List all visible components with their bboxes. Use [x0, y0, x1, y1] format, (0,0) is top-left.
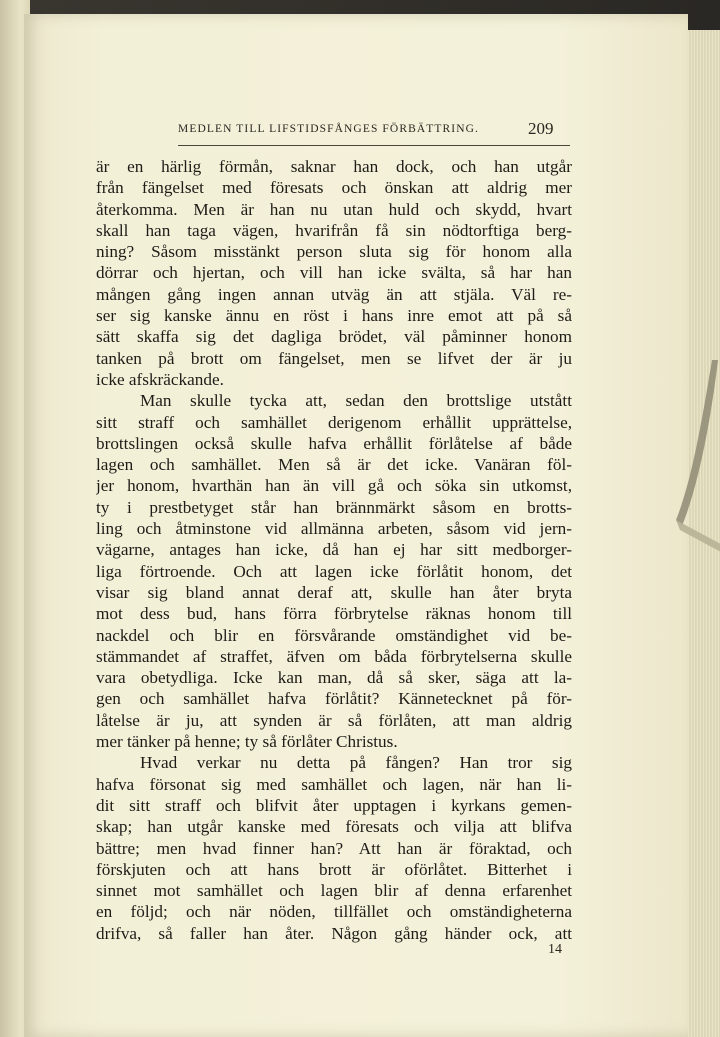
text-line: mången gång ingen annan utväg än att stjäla. Väl re- — [96, 284, 572, 304]
signature-mark: 14 — [548, 942, 562, 957]
text-line: mer tänker på henne; ty så förlåter Christus. — [96, 732, 398, 752]
text-line: liga förtroende. Och att lagen icke förlåtit honom, det — [96, 561, 572, 581]
text-line: skap; han utgår kanske med föresats och vilja att blifva — [96, 817, 572, 837]
running-head: MEDLEN TILL LIFSTIDSFÅNGES FÖRBÄTTRING. — [178, 123, 480, 135]
page-header — [100, 118, 570, 148]
body-text — [96, 156, 572, 944]
text-line: nackdel och blir en försvårande omständighet vid be- — [96, 625, 572, 645]
text-line: gen och samhället hafva förlåtit? Kännetecknet på för- — [96, 689, 572, 709]
text-line: är en härlig förmån, saknar han dock, och han utgår — [96, 157, 572, 176]
paragraph-2 — [96, 390, 572, 752]
text-line: bättre; men hvad finner han? Att han är föraktad, och — [96, 838, 572, 858]
text-line: dit sitt straff och blifvit åter upptagen i kyrkans gemen- — [96, 795, 572, 815]
header-rule — [178, 145, 570, 146]
text-line: jer honom, hvarthän han än vill gå och söka sin utkomst, — [96, 476, 572, 496]
page-number: 209 — [528, 119, 554, 138]
text-line: ser sig kanske ännu en röst i hans inre emot att på så — [96, 306, 572, 326]
text-line: från fängelset med föresats och önskan att aldrig mer — [96, 178, 572, 198]
paragraph-1 — [96, 156, 572, 390]
text-line: sätt skaffa sig det dagliga brödet, väl påminner honom — [96, 327, 572, 347]
text-line: låtelse är ju, att synden är så förlåten, att man aldrig — [96, 710, 572, 730]
text-line: återkomma. Men är han nu utan huld och skydd, hvart — [96, 199, 572, 219]
text-line: ning? Såsom misstänkt person sluta sig för honom alla — [96, 242, 572, 262]
text-line: Hvad verkar nu detta på fången? Han tror sig — [140, 753, 572, 773]
text-line: sitt straff och samhället derigenom erhållit upprättelse, — [96, 412, 572, 432]
text-line: vägarne, antages han icke, då han ej har sitt medborger- — [96, 540, 572, 560]
bookmark-ribbon-icon — [672, 360, 720, 580]
text-line: mot dess bud, hans förra förbrytelse räknas honom till — [96, 604, 572, 624]
text-line: förskjuten och att hans brott är oförlåtet. Bitterhet i — [96, 859, 572, 879]
text-line: ling och åtminstone vid allmänna arbeten, såsom vid jern- — [96, 519, 572, 539]
text-line: visar sig bland annat deraf att, skulle han åter bryta — [96, 582, 572, 602]
text-line: icke afskräckande. — [96, 369, 224, 389]
text-line: lagen och samhället. Men så är det icke. Vanäran föl- — [96, 455, 572, 475]
text-line: en följd; och när nöden, tillfället och omständigheterna — [96, 902, 572, 922]
text-line: hafva försonat sig med samhället och lagen, när han li- — [96, 774, 572, 794]
paragraph-3 — [96, 752, 572, 944]
text-line: vara obetydliga. Icke kan man, då så sker, säga att la- — [96, 668, 572, 688]
text-line: dörrar och hjertan, och vill han icke svälta, så har han — [96, 263, 572, 283]
text-line: stämmandet af straffet, äfven om båda förbrytelserna skulle — [96, 646, 572, 666]
text-line: ty i prestbetyget står han brännmärkt såsom en brotts- — [96, 497, 572, 517]
text-line: sinnet mot samhället och lagen blir af denna erfarenhet — [96, 881, 572, 901]
text-line: skall han taga vägen, hvarifrån få sin nödtorftiga berg- — [96, 220, 572, 240]
text-line: drifva, så faller han åter. Någon gång händer ock, att — [96, 923, 572, 943]
text-line: Man skulle tycka att, sedan den brottslige utstått — [140, 391, 572, 411]
text-line: brottslingen också skulle hafva erhållit förlåtelse af både — [96, 433, 572, 453]
text-line: tanken på brott om fängelset, men se lifvet der är ju — [96, 348, 572, 368]
